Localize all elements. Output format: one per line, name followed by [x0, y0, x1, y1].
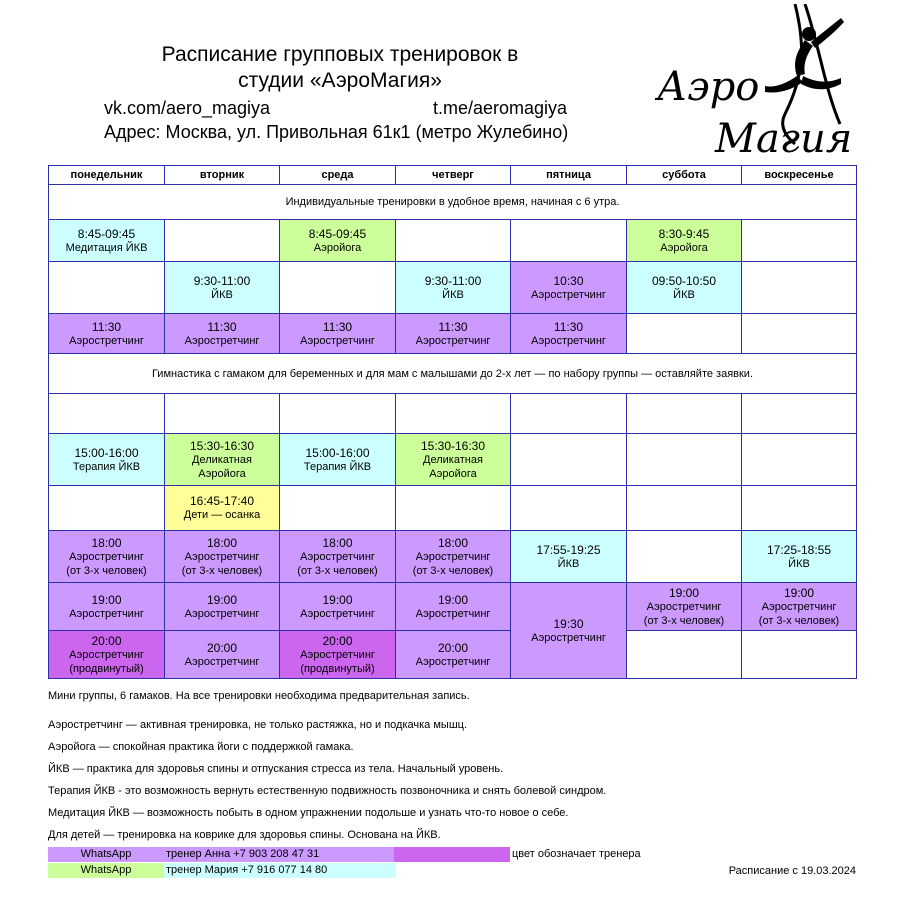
class-slot[interactable] — [396, 531, 511, 583]
note-aeroyoga: Аэройога — спокойная практика йоги с поддержкой гамака. — [48, 741, 354, 753]
slot-time: 16:45-17:40 — [189, 494, 255, 508]
empty-slot — [742, 220, 857, 262]
class-slot[interactable] — [49, 531, 165, 583]
schedule-row — [49, 394, 857, 434]
day-wednesday: среда — [280, 166, 396, 185]
day-thursday: четверг — [396, 166, 511, 185]
class-slot[interactable] — [511, 262, 627, 314]
class-slot[interactable] — [280, 434, 396, 486]
slot-time: 15:30-16:30 — [189, 438, 255, 453]
slot-time: 18:00 — [91, 535, 122, 550]
slot-time: 19:00 — [783, 585, 815, 600]
slot-name: Аэростретчинг — [415, 607, 491, 620]
class-slot[interactable] — [511, 583, 627, 679]
slot-note: (от 3-х человек) — [297, 564, 378, 577]
class-slot[interactable] — [165, 434, 280, 486]
whatsapp-button-anna[interactable]: WhatsApp — [48, 847, 164, 862]
slot-time: 19:00 — [322, 592, 353, 607]
note-ykv-meditation: Медитация ЙКВ — возможность побыть в одном упражнении подольше и узнать что-то новое о себе. — [48, 807, 569, 819]
class-slot[interactable] — [396, 583, 511, 631]
class-slot[interactable] — [627, 262, 742, 314]
vk-link[interactable]: vk.com/aero_magiya — [104, 98, 271, 118]
slot-time: 19:00 — [437, 592, 469, 607]
empty-slot — [627, 531, 742, 583]
slot-name: Аэростретчинг — [531, 631, 606, 644]
class-slot[interactable] — [396, 262, 511, 314]
slot-name: ЙКВ — [211, 288, 233, 301]
slot-time: 19:00 — [91, 592, 122, 607]
slot-note: (от 3-х человек) — [412, 564, 494, 577]
title-line-1: Расписание групповых тренировок в — [161, 43, 519, 66]
empty-slot — [280, 486, 396, 531]
class-slot[interactable] — [165, 486, 280, 531]
logo-word-aero: Аэро — [657, 64, 760, 110]
class-slot[interactable] — [280, 631, 396, 679]
slot-note: Аэройога — [429, 467, 477, 480]
class-slot[interactable] — [742, 583, 857, 631]
schedule-table — [48, 165, 857, 679]
empty-slot — [396, 220, 511, 262]
slot-name: ЙКВ — [788, 557, 810, 570]
class-slot[interactable] — [627, 583, 742, 631]
slot-time: 18:00 — [206, 535, 238, 550]
telegram-link[interactable]: t.me/aeromagiya — [433, 98, 568, 118]
class-slot[interactable] — [165, 631, 280, 679]
empty-slot — [280, 394, 396, 434]
slot-time: 20:00 — [206, 640, 238, 655]
class-slot[interactable] — [49, 631, 165, 679]
empty-slot — [742, 394, 857, 434]
empty-slot — [511, 486, 627, 531]
class-slot[interactable] — [511, 531, 627, 583]
empty-slot — [396, 486, 511, 531]
empty-slot — [49, 394, 165, 434]
slot-time: 8:30-9:45 — [658, 226, 710, 241]
empty-slot — [49, 486, 165, 531]
empty-slot — [396, 394, 511, 434]
class-slot[interactable] — [49, 314, 165, 354]
slot-time: 19:30 — [553, 616, 584, 631]
slot-name: Медитация ЙКВ — [65, 241, 148, 254]
banner-row — [49, 354, 857, 394]
slot-time: 10:30 — [553, 273, 584, 288]
slot-name: Аэростретчинг — [531, 288, 606, 301]
slot-time: 17:55-19:25 — [536, 542, 601, 557]
slot-time: 9:30-11:00 — [193, 273, 251, 288]
slot-note: (от 3-х человек) — [66, 564, 147, 577]
slot-name: Аэростретчинг — [69, 607, 144, 620]
class-slot[interactable] — [742, 531, 857, 583]
empty-slot — [742, 314, 857, 354]
slot-note: (от 3-х человек) — [758, 614, 840, 627]
schedule-row — [49, 434, 857, 486]
title-line-2: студии «АэроМагия» — [238, 69, 442, 92]
slot-note: Аэройога — [198, 467, 246, 480]
slot-name: ЙКВ — [442, 288, 464, 301]
slot-time: 15:30-16:30 — [420, 438, 486, 453]
schedule-row — [49, 583, 857, 631]
slot-time: 11:30 — [322, 319, 353, 334]
class-slot[interactable] — [280, 314, 396, 354]
trainer-color-note: цвет обозначает тренера — [512, 848, 641, 860]
slot-time: 20:00 — [322, 633, 353, 648]
schedule-row — [49, 531, 857, 583]
slot-name: Терапия ЙКВ — [72, 460, 141, 473]
empty-slot — [280, 262, 396, 314]
class-slot[interactable] — [280, 583, 396, 631]
slot-name: Аэростретчинг — [415, 655, 491, 668]
slot-time: 18:00 — [437, 535, 469, 550]
banner-row — [49, 185, 857, 220]
slot-time: 19:00 — [206, 592, 238, 607]
slot-time: 18:00 — [322, 535, 353, 550]
individual-banner: Индивидуальные тренировки в удобное время, начиная с 6 утра. — [49, 185, 857, 220]
slot-time: 11:30 — [438, 319, 468, 334]
slot-name: Аэройога — [313, 241, 362, 254]
slot-time: 9:30-11:00 — [424, 273, 482, 288]
slot-time: 15:00-16:00 — [74, 445, 139, 460]
slot-time: 15:00-16:00 — [305, 445, 370, 460]
slot-name: Аэростретчинг — [531, 334, 606, 347]
slot-name: Аэростретчинг — [300, 648, 375, 661]
whatsapp-button-maria[interactable]: WhatsApp — [48, 863, 164, 878]
slot-name: Аэростретчинг — [761, 600, 837, 613]
slot-name: Деликатная — [423, 453, 483, 466]
empty-slot — [742, 262, 857, 314]
empty-slot — [742, 486, 857, 531]
weekday-header-row — [49, 166, 857, 185]
aerial-dancer-icon — [765, 18, 844, 93]
empty-slot — [742, 434, 857, 486]
slot-time: 09:50-10:50 — [651, 273, 717, 288]
schedule-row — [49, 631, 857, 679]
slot-name: Терапия ЙКВ — [303, 460, 372, 473]
page-header — [0, 0, 900, 165]
note-ykv: ЙКВ — практика для здоровья спины и отпускания стресса из тела. Начальный уровень. — [48, 763, 504, 775]
slot-name: Деликатная — [192, 453, 252, 466]
class-slot[interactable] — [165, 262, 280, 314]
class-slot[interactable] — [165, 583, 280, 631]
slot-name: Аэростретчинг — [184, 607, 260, 620]
empty-slot — [511, 434, 627, 486]
day-tuesday: вторник — [165, 166, 280, 185]
slot-name: Аэройога — [660, 241, 708, 254]
logo-word-magia: Магия — [715, 116, 853, 159]
class-slot[interactable] — [396, 314, 511, 354]
studio-address: Адрес: Москва, ул. Привольная 61к1 (метро Жулебино) — [104, 122, 569, 142]
empty-slot — [627, 486, 742, 531]
class-slot[interactable] — [396, 631, 511, 679]
schedule-since-date: Расписание с 19.03.2024 — [728, 865, 856, 877]
slot-time: 11:30 — [91, 319, 122, 334]
page-title — [120, 42, 560, 94]
note-aerostretching: Аэростретчинг — активная тренировка, не только растяжка, но и подкачка мышц. — [48, 719, 467, 731]
pregnant-banner: Гимнастика с гамаком для беременных и для мам с малышами до 2-х лет — по набору группы — оставляйте заявки. — [49, 354, 857, 394]
empty-slot — [49, 262, 165, 314]
slot-name: ЙКВ — [557, 557, 580, 570]
empty-slot — [511, 394, 627, 434]
slot-note: (продвинутый) — [300, 662, 375, 675]
class-slot[interactable] — [49, 583, 165, 631]
day-monday: понедельник — [49, 166, 165, 185]
class-slot[interactable] — [165, 314, 280, 354]
class-slot[interactable] — [49, 220, 165, 262]
slot-time: 20:00 — [437, 640, 469, 655]
class-slot[interactable] — [165, 531, 280, 583]
slot-note: (от 3-х человек) — [181, 564, 263, 577]
slot-name: Аэростретчинг — [69, 550, 144, 563]
schedule-row — [49, 486, 857, 531]
note-kids: Для детей — тренировка на коврике для здоровья спины. Основана на ЙКВ. — [48, 829, 441, 841]
schedule-row — [49, 220, 857, 262]
slot-time: 11:30 — [553, 319, 584, 334]
day-friday: пятница — [511, 166, 627, 185]
empty-slot — [511, 220, 627, 262]
trainer-color-swatch — [394, 847, 510, 862]
empty-slot — [165, 220, 280, 262]
class-slot[interactable] — [280, 220, 396, 262]
class-slot[interactable] — [511, 314, 627, 354]
empty-slot — [627, 394, 742, 434]
slot-name: Аэростретчинг — [300, 334, 375, 347]
studio-logo — [655, 4, 860, 159]
note-mini-groups: Мини группы, 6 гамаков. На все тренировки необходима предварительная запись. — [48, 690, 470, 702]
slot-name: Аэростретчинг — [184, 655, 260, 668]
class-slot[interactable] — [627, 220, 742, 262]
slot-name: Аэростретчинг — [69, 334, 144, 347]
trainer-anna-phone[interactable]: тренер Анна +7 903 208 47 31 — [164, 847, 396, 862]
day-sunday: воскресенье — [742, 166, 857, 185]
slot-name: Аэростретчинг — [415, 550, 491, 563]
empty-slot — [627, 314, 742, 354]
slot-time: 19:00 — [668, 585, 700, 600]
empty-slot — [165, 394, 280, 434]
slot-name: Дети — осанка — [183, 509, 261, 521]
slot-note: (продвинутый) — [69, 662, 144, 675]
class-slot[interactable] — [280, 531, 396, 583]
slot-name: Аэростретчинг — [646, 600, 722, 613]
slot-time: 11:30 — [207, 319, 237, 334]
empty-slot — [627, 631, 742, 679]
class-slot[interactable] — [396, 434, 511, 486]
trainer-maria-phone[interactable]: тренер Мария +7 916 077 14 80 — [164, 863, 396, 878]
day-saturday: суббота — [627, 166, 742, 185]
slot-time: 17:25-18:55 — [766, 542, 832, 557]
schedule-row — [49, 314, 857, 354]
empty-slot — [627, 434, 742, 486]
empty-slot — [742, 631, 857, 679]
slot-name: Аэростретчинг — [300, 607, 375, 620]
slot-time: 8:45-09:45 — [77, 226, 136, 241]
slot-name: Аэростретчинг — [184, 550, 260, 563]
trainer-row-anna — [48, 847, 856, 862]
slot-time: 8:45-09:45 — [308, 226, 367, 241]
note-ykv-therapy: Терапия ЙКВ - это возможность вернуть естественную подвижность позвоночника и снять болевой синдром. — [48, 785, 607, 797]
slot-note: (от 3-х человек) — [643, 614, 725, 627]
slot-name: Аэростретчинг — [415, 334, 491, 347]
slot-name: ЙКВ — [673, 288, 695, 301]
slot-name: Аэростретчинг — [184, 334, 260, 347]
slot-name: Аэростретчинг — [300, 550, 375, 563]
class-slot[interactable] — [49, 434, 165, 486]
schedule-row — [49, 262, 857, 314]
slot-name: Аэростретчинг — [69, 648, 144, 661]
slot-time: 20:00 — [91, 633, 122, 648]
